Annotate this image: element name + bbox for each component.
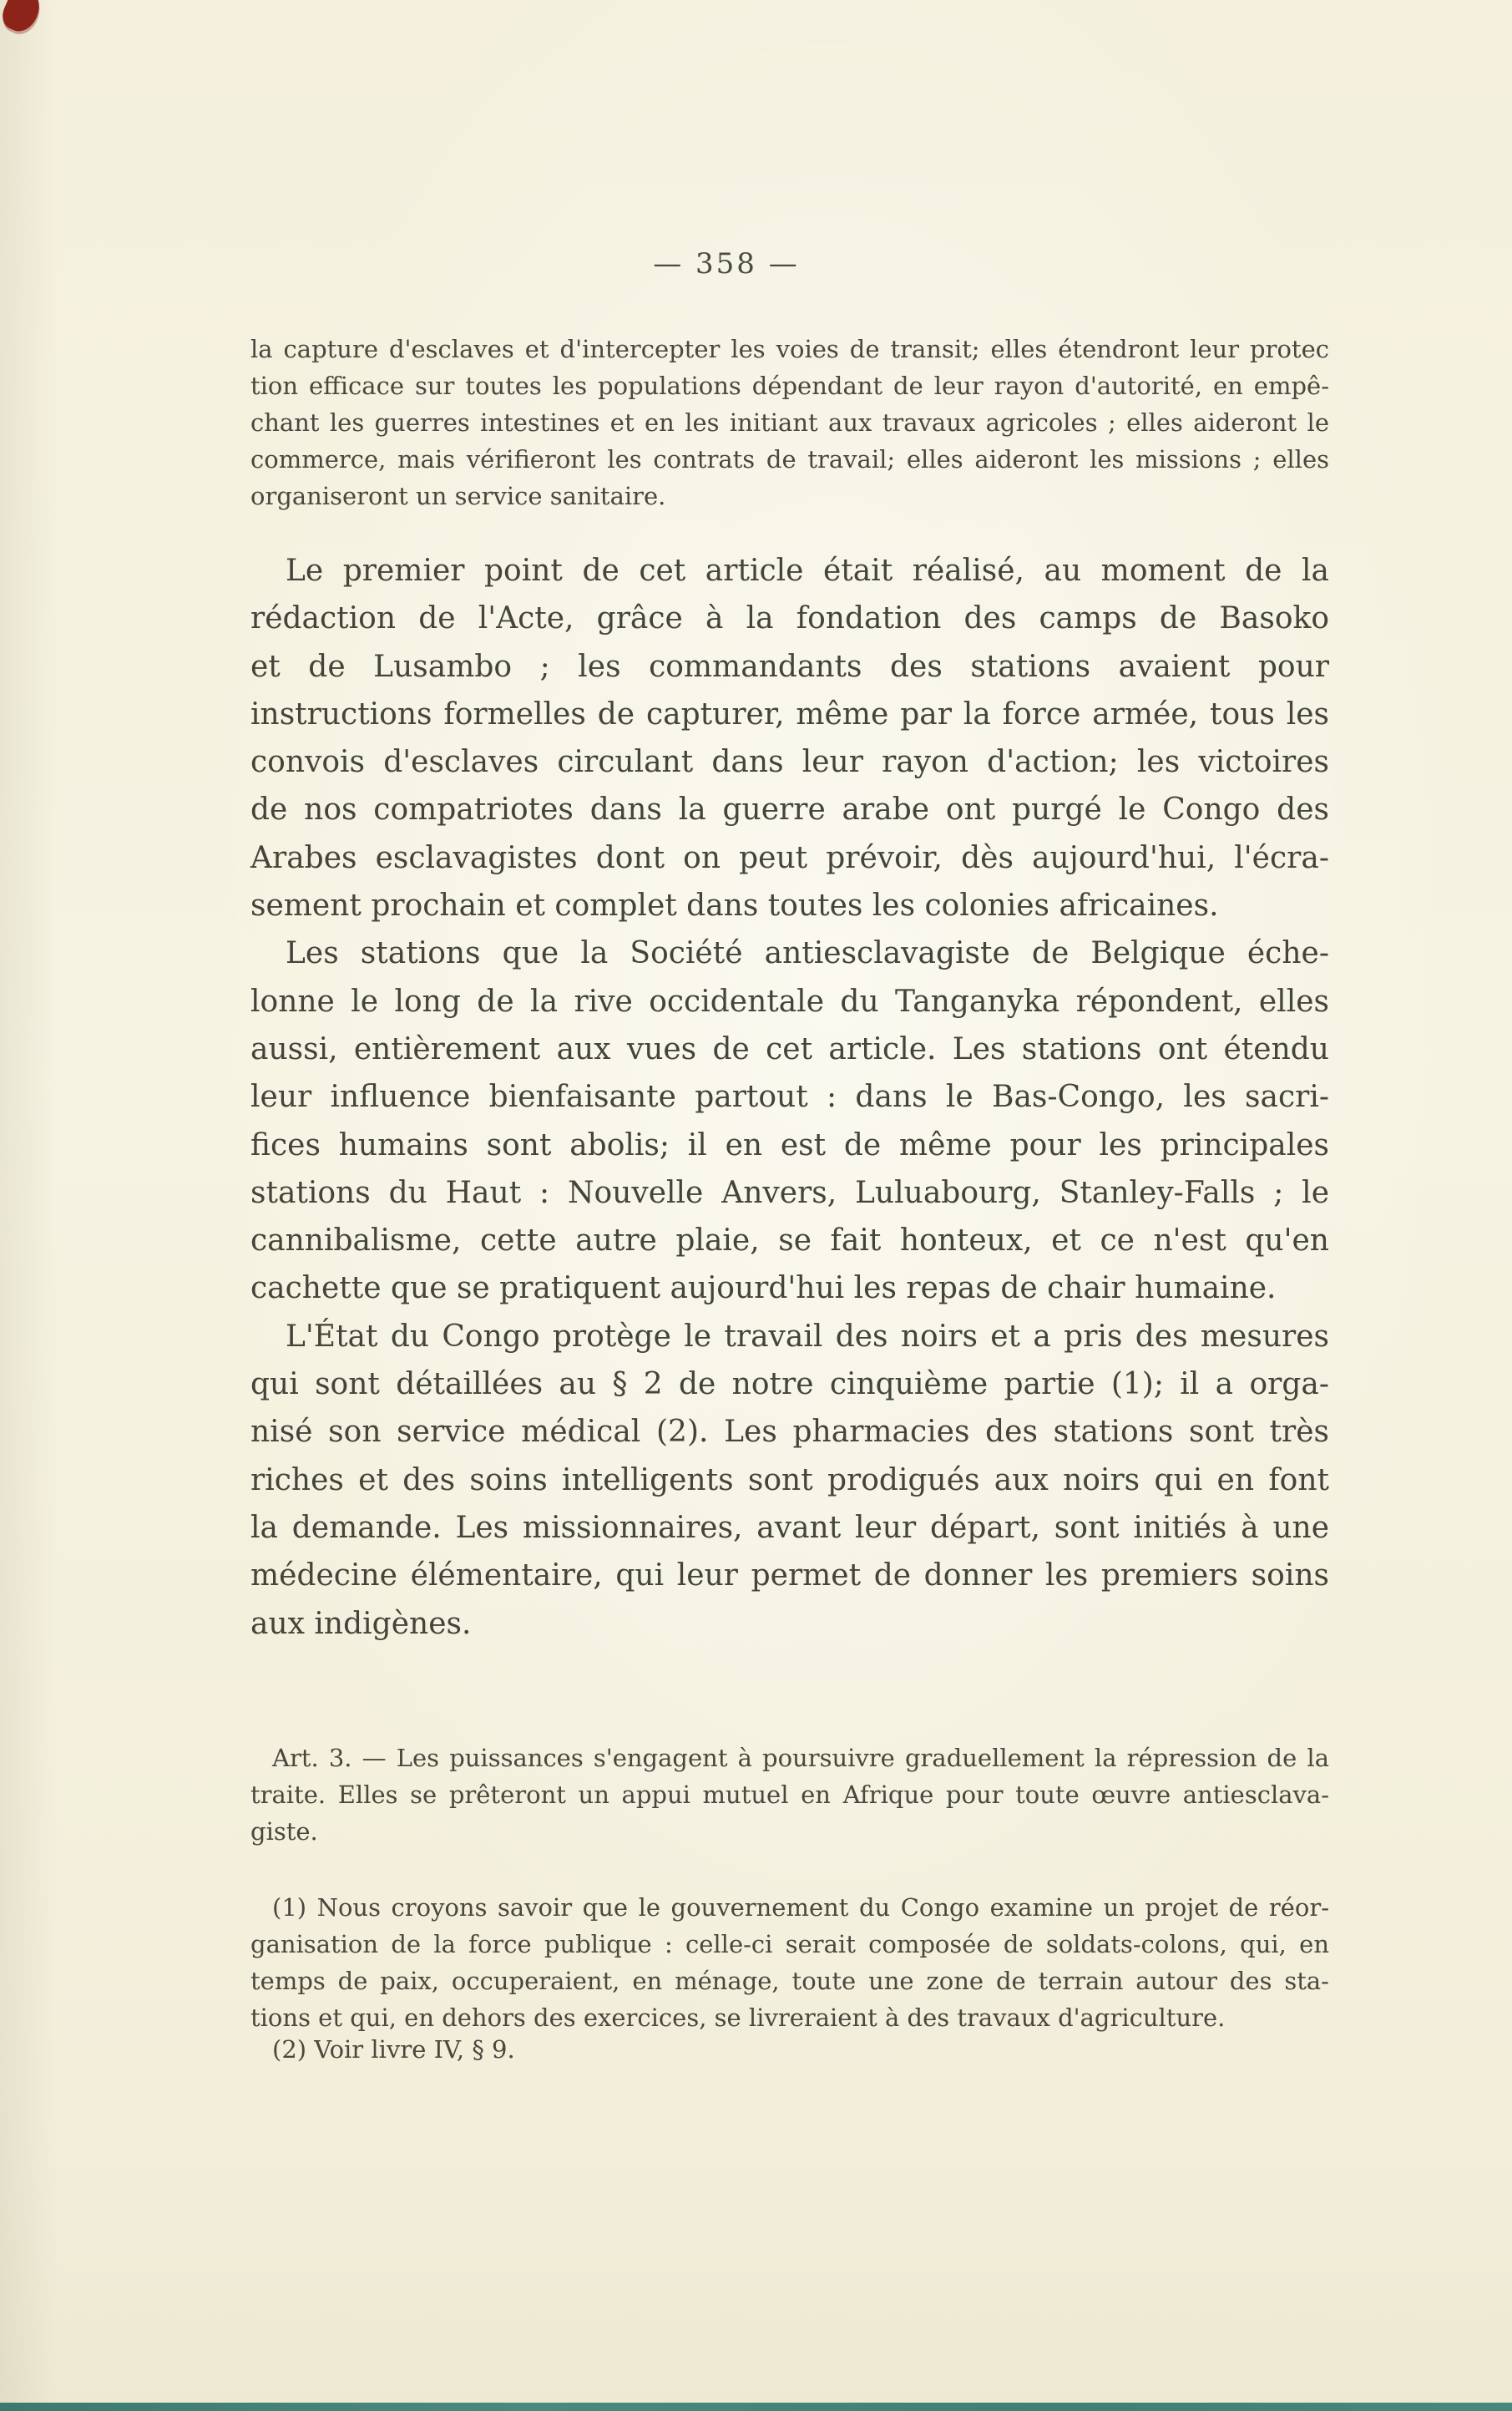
main-text <box>250 547 1329 1648</box>
text-line: Art. 3. — Les puissances s'engagent à poursuivre graduellement la répression de la <box>272 1744 1329 1772</box>
text-line: la demande. Les missionnaires, avant leur départ, sont initiés à une <box>250 1510 1329 1545</box>
text-line: L'État du Congo protège le travail des noirs et a pris des mesures <box>286 1319 1329 1354</box>
footnote-2 <box>250 2031 1329 2068</box>
footnote-1 <box>250 1889 1329 2036</box>
article-3-note <box>250 1740 1329 1850</box>
text-line: convois d'esclaves circulant dans leur rayon d'action; les victoires <box>250 745 1329 780</box>
text-line: chant les guerres intestines et en les initiant aux travaux agricoles ; elles aideront le <box>250 408 1329 437</box>
intro-small-print <box>250 331 1329 514</box>
text-line: fices humains sont abolis; il en est de même pour les principales <box>250 1127 1329 1162</box>
text-line: tion efficace sur toutes les populations dépendant de leur rayon d'autorité, en empê- <box>250 372 1329 400</box>
text-line: qui sont détaillées au § 2 de notre cinquième partie (1); il a orga- <box>250 1367 1329 1402</box>
text-line: (2) Voir livre IV, § 9. <box>272 2035 515 2064</box>
text-line: stations du Haut : Nouvelle Anvers, Luluabourg, Stanley-Falls ; le <box>250 1175 1329 1210</box>
text-line: leur influence bienfaisante partout : dans le Bas-Congo, les sacri- <box>250 1080 1329 1115</box>
text-line: lonne le long de la rive occidentale du Tanganyka répondent, elles <box>250 984 1329 1019</box>
text-line: riches et des soins intelligents sont prodigués aux noirs qui en font <box>250 1462 1329 1497</box>
text-line: Le premier point de cet article était réalisé, au moment de la <box>286 554 1329 588</box>
text-line: cachette que se pratiquent aujourd'hui les repas de chair humaine. <box>250 1271 1277 1306</box>
text-line: rédaction de l'Acte, grâce à la fondation des camps de Basoko <box>250 601 1329 636</box>
text-line: la capture d'esclaves et d'intercepter les voies de transit; elles étendront leur protec <box>250 335 1329 363</box>
red-ink-mark <box>0 0 46 37</box>
text-line: instructions formelles de capturer, même par la force armée, tous les <box>250 696 1329 732</box>
text-line: aux indigènes. <box>250 1606 472 1641</box>
text-line: cannibalisme, cette autre plaie, se fait honteux, et ce n'est qu'en <box>250 1223 1329 1259</box>
text-line: et de Lusambo ; les commandants des stations avaient pour <box>250 649 1329 684</box>
text-line: traite. Elles se prêteront un appui mutuel en Afrique pour toute œuvre antiesclava- <box>250 1780 1329 1809</box>
text-line: organiseront un service sanitaire. <box>250 482 666 510</box>
text-line: de nos compatriotes dans la guerre arabe ont purgé le Congo des <box>250 793 1329 828</box>
text-line: (1) Nous croyons savoir que le gouvernement du Congo examine un projet de réor- <box>272 1893 1329 1922</box>
text-line: Arabes esclavagistes dont on peut prévoir, dès aujourd'hui, l'écra- <box>250 840 1329 875</box>
text-line: médecine élémentaire, qui leur permet de donner les premiers soins <box>250 1558 1329 1593</box>
text-line: Les stations que la Société antiesclavagiste de Belgique éche- <box>286 936 1329 971</box>
page-number: — 358 — <box>653 247 800 281</box>
text-line: sement prochain et complet dans toutes les colonies africaines. <box>250 889 1219 924</box>
text-line: nisé son service médical (2). Les pharmacies des stations sont très <box>250 1415 1329 1450</box>
text-line: commerce, mais vérifieront les contrats de travail; elles aideront les missions ; elles <box>250 445 1329 474</box>
book-edge-strip <box>0 2403 1512 2411</box>
text-line: giste. <box>250 1817 318 1846</box>
text-line: temps de paix, occuperaient, en ménage, toute une zone de terrain autour des sta- <box>250 1967 1329 1995</box>
text-line: aussi, entièrement aux vues de cet article. Les stations ont étendu <box>250 1031 1329 1066</box>
text-line: ganisation de la force publique : celle-ci serait composée de soldats-colons, qui, en <box>250 1930 1329 1958</box>
text-line: tions et qui, en dehors des exercices, se livreraient à des travaux d'agriculture. <box>250 2003 1226 2032</box>
